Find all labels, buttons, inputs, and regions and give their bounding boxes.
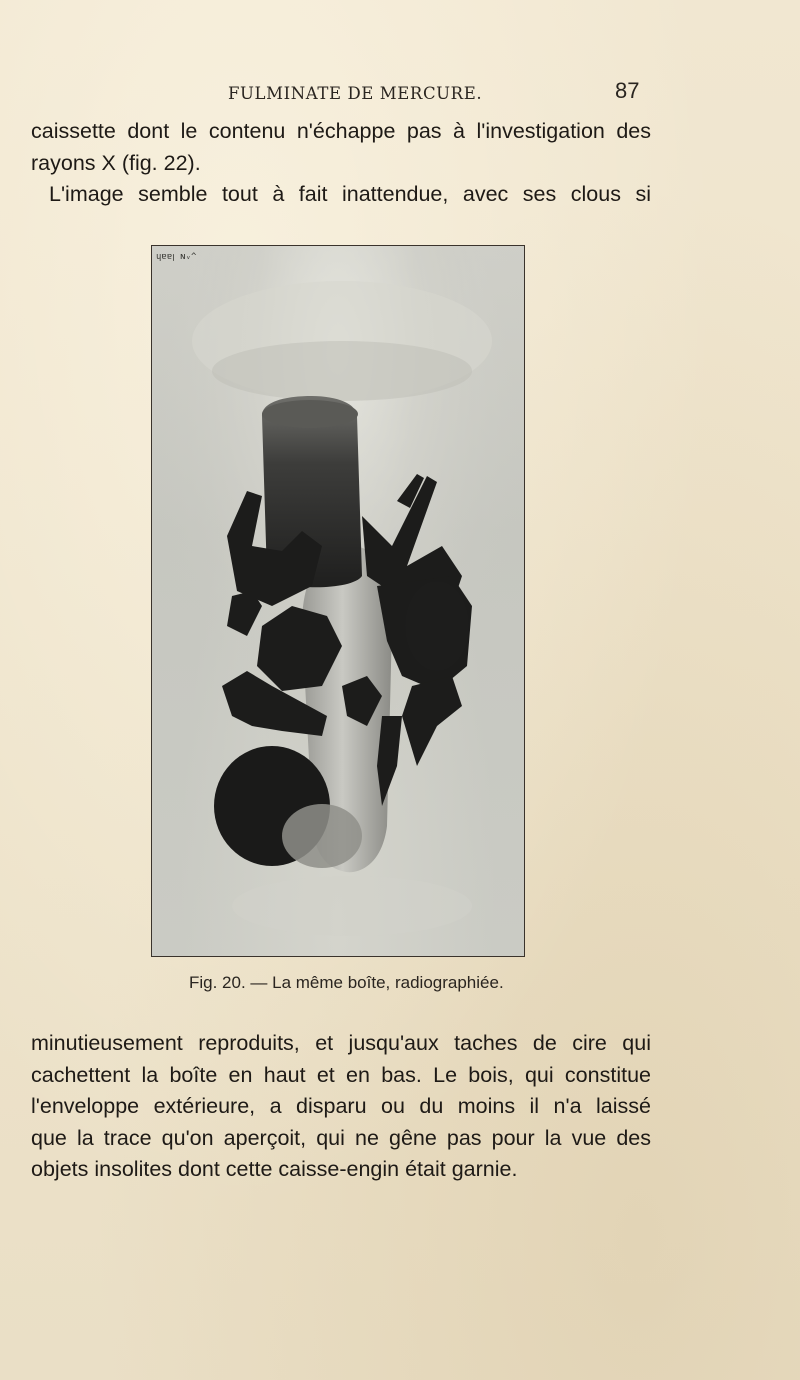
text-line: minutieusement reproduits, et jusqu'aux taches de cire qui (31, 1031, 651, 1055)
text-line: l'enveloppe extérieure, a disparu ou du moins il n'a laissé (31, 1094, 651, 1118)
paragraph-top (31, 116, 651, 211)
text-line: L'image semble tout à fait inattendue, avec ses clous si (49, 182, 651, 206)
running-title: FULMINATE DE MERCURE. (228, 84, 483, 103)
lid-rim (212, 341, 472, 401)
stamp-text: ɥɐɐꞁ ɴᵥ^ (156, 252, 197, 262)
radiograph-image (152, 246, 524, 956)
dark-disc-right (405, 581, 469, 671)
bottom-wax-seal (232, 876, 472, 936)
text-line: que la trace qu'on aperçoit, qui ne gêne pas pour la vue des (31, 1125, 651, 1150)
text-line: caissette dont le contenu n'échappe pas à l'investigation des (31, 119, 651, 143)
text-line: objets insolites dont cette caisse-engin était garnie. (31, 1157, 518, 1181)
cylinder-top (262, 400, 358, 428)
radiograph-figure (151, 245, 525, 957)
text-line: cachettent la boîte en haut et en bas. Le bois, qui constitue (31, 1062, 651, 1087)
paragraph-bottom (31, 1028, 651, 1186)
text-line: rayons X (fig. 22). (31, 150, 201, 175)
figure-caption: Fig. 20. — La même boîte, radiographiée. (189, 973, 504, 992)
tube-bottom (282, 804, 362, 868)
page-number: 87 (615, 78, 640, 103)
